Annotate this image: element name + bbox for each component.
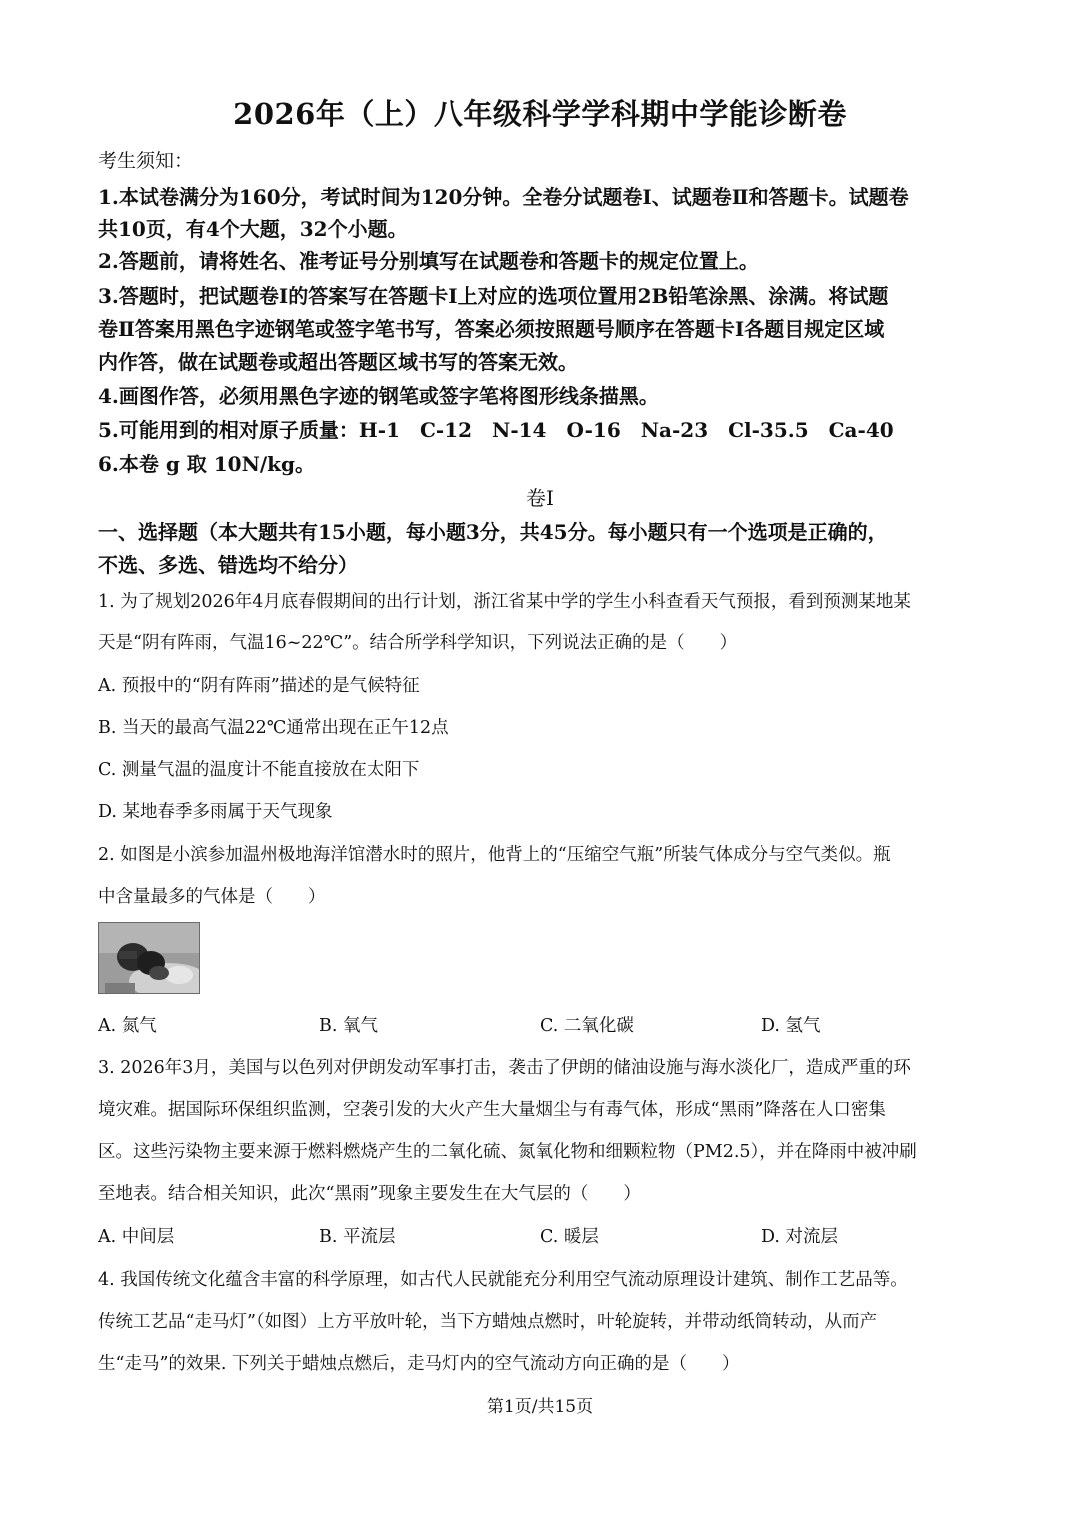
question-3-option-a: A. 中间层 bbox=[98, 1227, 175, 1247]
question-1-option-d: D. 某地春季多雨属于天气现象 bbox=[98, 802, 333, 822]
section-heading: 不选、多选、错选均不给分） bbox=[98, 553, 358, 577]
question-2-text: 中含量最多的气体是（ ） bbox=[98, 887, 326, 907]
section-heading: 一、选择题（本大题共有15小题，每小题3分，共45分。每小题只有一个选项是正确的， bbox=[98, 520, 888, 544]
page-title: 2026年（上）八年级科学学科期中学能诊断卷 bbox=[233, 97, 847, 131]
question-3-option-c: C. 暖层 bbox=[540, 1227, 599, 1247]
diver-photo bbox=[98, 922, 200, 994]
question-3-text: 3. 2026年3月，美国与以色列对伊朗发动军事打击，袭击了伊朗的储油设施与海水淡化厂，造成严重的环 bbox=[98, 1058, 911, 1078]
question-2-option-a: A. 氮气 bbox=[98, 1016, 157, 1036]
question-4-text: 生“走马”的效果. 下列关于蜡烛点燃后，走马灯内的空气流动方向正确的是（ ） bbox=[98, 1354, 740, 1374]
question-3-option-b: B. 平流层 bbox=[319, 1227, 396, 1247]
question-3-text: 境灾难。据国际环保组织监测，空袭引发的大火产生大量烟尘与有毒气体，形成“黑雨”降落在人口密集 bbox=[98, 1100, 886, 1120]
question-2-text: 2. 如图是小滨参加温州极地海洋馆潜水时的照片，他背上的“压缩空气瓶”所装气体成分与空气类似。瓶 bbox=[98, 845, 891, 865]
diver-photo-image bbox=[99, 923, 200, 994]
notice-line: 4.画图作答，必须用黑色字迹的钢笔或签字笔将图形线条描黑。 bbox=[98, 384, 659, 408]
notice-line: 共10页，有4个大题，32个小题。 bbox=[98, 217, 408, 241]
notice-line: 5.可能用到的相对原子质量：H-1 C-12 N-14 O-16 Na-23 Cl-35.5 Ca-40 bbox=[98, 418, 894, 442]
question-2-option-d: D. 氢气 bbox=[761, 1016, 821, 1036]
question-1-option-b: B. 当天的最高气温22℃通常出现在正午12点 bbox=[98, 718, 449, 738]
notice-line: 1.本试卷满分为160分，考试时间为120分钟。全卷分试题卷Ⅰ、试题卷Ⅱ和答题卡。试题卷 bbox=[98, 185, 909, 209]
notice-line: 卷Ⅱ答案用黑色字迹钢笔或签字笔书写，答案必须按照题号顺序在答题卡Ⅰ各题目规定区域 bbox=[98, 317, 885, 341]
notice-line: 6.本卷 g 取 10N/kg。 bbox=[98, 452, 316, 476]
volume-title: 卷Ⅰ bbox=[526, 486, 554, 510]
question-4-text: 4. 我国传统文化蕴含丰富的科学原理，如古代人民就能充分利用空气流动原理设计建筑、制作工艺品等。 bbox=[98, 1270, 908, 1290]
question-4-text: 传统工艺品“走马灯”（如图）上方平放叶轮，当下方蜡烛点燃时，叶轮旋转，并带动纸筒转动，从而产 bbox=[98, 1312, 878, 1332]
question-1-text: 天是“阴有阵雨，气温16~22℃”。结合所学科学知识，下列说法正确的是（ ） bbox=[98, 633, 738, 653]
notice-line: 2.答题前，请将姓名、准考证号分别填写在试题卷和答题卡的规定位置上。 bbox=[98, 249, 759, 273]
question-3-option-d: D. 对流层 bbox=[761, 1227, 839, 1247]
question-3-text: 区。这些污染物主要来源于燃料燃烧产生的二氧化硫、氮氧化物和细颗粒物（PM2.5），并在降雨中被冲刷 bbox=[98, 1142, 917, 1162]
question-2-option-c: C. 二氧化碳 bbox=[540, 1016, 634, 1036]
question-1-option-a: A. 预报中的“阴有阵雨”描述的是气候特征 bbox=[98, 676, 420, 696]
question-1-text: 1. 为了规划2026年4月底春假期间的出行计划，浙江省某中学的学生小科查看天气预报，看到预测某地某 bbox=[98, 592, 911, 612]
question-3-text: 至地表。结合相关知识，此次“黑雨”现象主要发生在大气层的（ ） bbox=[98, 1184, 641, 1204]
notice-line: 内作答，做在试题卷或超出答题区域书写的答案无效。 bbox=[98, 350, 578, 374]
notice-heading: 考生须知： bbox=[98, 150, 194, 172]
question-2-option-b: B. 氧气 bbox=[319, 1016, 378, 1036]
page-footer: 第1页/共15页 bbox=[486, 1397, 594, 1417]
question-1-option-c: C. 测量气温的温度计不能直接放在太阳下 bbox=[98, 760, 420, 780]
notice-line: 3.答题时，把试题卷Ⅰ的答案写在答题卡Ⅰ上对应的选项位置用2B铅笔涂黑、涂满。将试题 bbox=[98, 284, 889, 308]
